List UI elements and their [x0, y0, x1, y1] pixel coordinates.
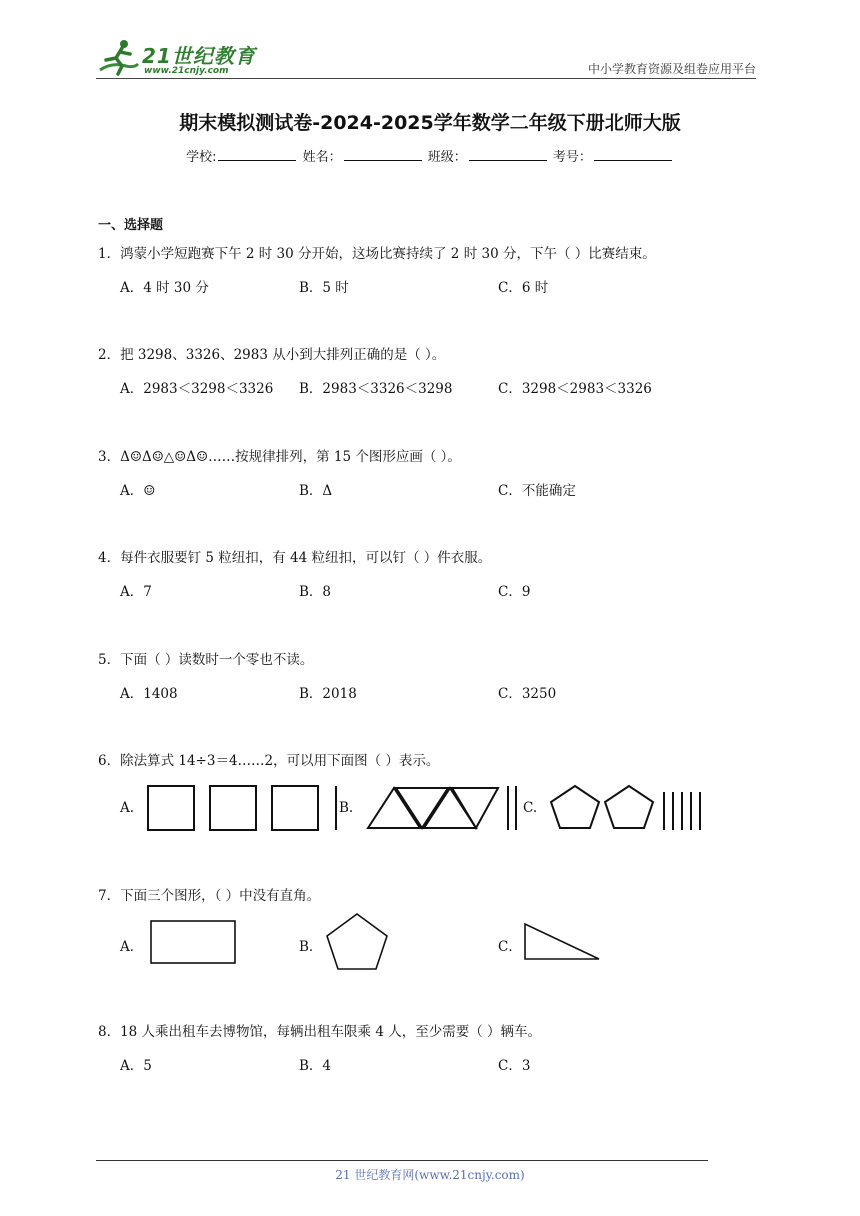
header-divider: [96, 78, 756, 79]
q5-option-c[interactable]: C．3250: [498, 686, 557, 702]
question-1-stem: 1．鸿蒙小学短跑赛下午 2 时 30 分开始，这场比赛持续了 2 时 30 分，下午（ ）比赛结束。: [98, 246, 656, 262]
header-platform-text: 中小学教育资源及组卷应用平台: [587, 62, 756, 76]
number-blank[interactable]: [594, 148, 672, 161]
q5-option-a[interactable]: A．1408: [120, 686, 178, 702]
q6-option-a[interactable]: A.: [120, 800, 135, 816]
section-title: 一、选择题: [98, 218, 164, 233]
question-8-stem: 8．18 人乘出租车去博物馆，每辆出租车限乘 4 人，至少需要（ ）辆车。: [98, 1024, 542, 1040]
q6-option-c-pentagons-figure: [548, 782, 718, 832]
q3-option-b[interactable]: B．Δ: [299, 483, 333, 499]
question-7-stem: 7．下面三个图形，（ ）中没有直角。: [98, 888, 321, 904]
q8-option-a[interactable]: A．5: [120, 1058, 152, 1074]
q7-option-a-rectangle-figure: [149, 919, 239, 965]
question-5-stem: 5．下面（ ）读数时一个零也不读。: [98, 652, 314, 668]
name-label: 姓名：: [302, 150, 342, 165]
question-3-stem: 3．Δ☺Δ☺△☺Δ☺……按规律排列，第 15 个图形应画（ ）。: [98, 449, 461, 465]
q1-option-a[interactable]: A．4 时 30 分: [120, 280, 209, 296]
q4-option-c[interactable]: C．9: [498, 584, 531, 600]
q3-option-a[interactable]: A．☺: [120, 483, 156, 499]
q8-option-b[interactable]: B．4: [299, 1058, 332, 1074]
runner-logo-icon: [96, 36, 140, 80]
q2-option-a[interactable]: A．2983＜3298＜3326: [120, 381, 274, 397]
q7-option-a[interactable]: A．: [120, 939, 144, 955]
q7-option-c[interactable]: C．: [498, 939, 522, 955]
q2-option-b[interactable]: B．2983＜3326＜3298: [299, 381, 453, 397]
class-blank[interactable]: [469, 148, 547, 161]
number-label: 考号：: [552, 150, 592, 165]
q2-option-c[interactable]: C．3298＜2983＜3326: [498, 381, 652, 397]
q7-option-b[interactable]: B．: [299, 939, 323, 955]
q6-option-b[interactable]: B.: [339, 800, 354, 816]
q8-option-c[interactable]: C．3: [498, 1058, 531, 1074]
q7-option-b-pentagon-figure: [325, 912, 391, 972]
q4-option-b[interactable]: B．8: [299, 584, 332, 600]
logo: [96, 36, 256, 80]
question-2-stem: 2．把 3298、3326、2983 从小到大排列正确的是（ ）。: [98, 347, 446, 363]
q5-option-b[interactable]: B．2018: [299, 686, 357, 702]
school-blank[interactable]: [218, 148, 296, 161]
page-title: 期末模拟测试卷-2024-2025学年数学二年级下册北师大版: [179, 112, 681, 134]
q3-option-c[interactable]: C．不能确定: [498, 483, 576, 499]
footer-divider: [96, 1160, 708, 1161]
q4-option-a[interactable]: A．7: [120, 584, 152, 600]
name-blank[interactable]: [344, 148, 422, 161]
class-label: 班级：: [427, 150, 467, 165]
question-6-stem: 6．除法算式 14÷3＝4……2，可以用下面图（ ）表示。: [98, 753, 440, 769]
q6-option-a-squares-figure: [146, 784, 346, 834]
q6-option-c[interactable]: C.: [523, 800, 538, 816]
logo-text: 21世纪教育: [142, 44, 256, 68]
q7-option-c-right-triangle-figure: [523, 922, 603, 962]
student-info-line: [0, 146, 860, 165]
question-4-stem: 4．每件衣服要钉 5 粒纽扣，有 44 粒纽扣，可以钉（ ）件衣服。: [98, 550, 492, 566]
q6-option-b-triangles-figure: [366, 784, 526, 834]
footer-text[interactable]: 21 世纪教育网(www.21cnjy.com): [335, 1168, 525, 1182]
q1-option-c[interactable]: C．6 时: [498, 280, 549, 296]
school-label: 学校:: [186, 150, 217, 165]
q1-option-b[interactable]: B．5 时: [299, 280, 349, 296]
logo-url: www.21cnjy.com: [144, 66, 229, 76]
